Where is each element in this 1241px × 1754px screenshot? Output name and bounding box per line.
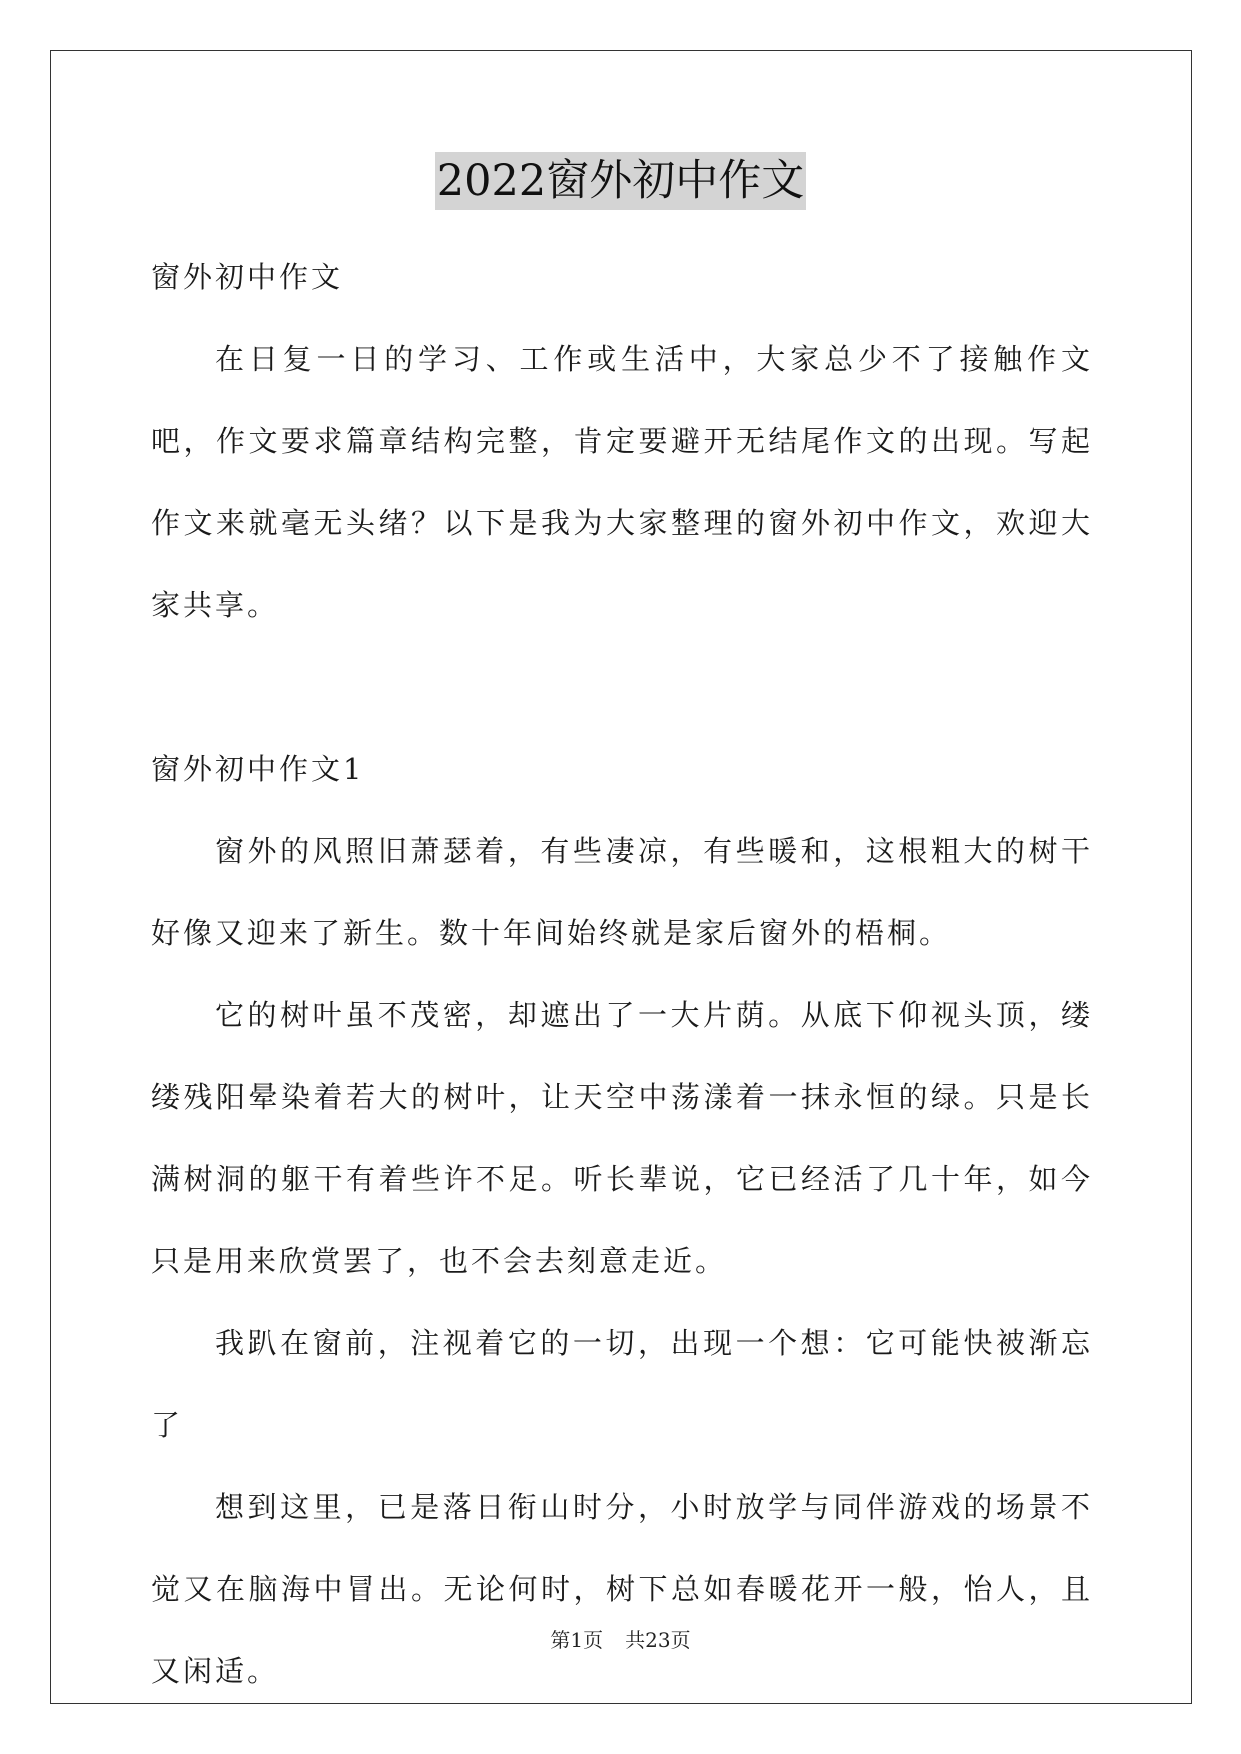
- essay-1-paragraph: 它的树叶虽不茂密，却遮出了一大片荫。从底下仰视头顶，缕缕残阳晕染着若大的树叶，让天空中荡漾着一抹永恒的绿。只是长满树洞的躯干有着些许不足。听长辈说，它已经活了几十年，如今只是用来欣赏罢了，也不会去刻意走近。: [151, 998, 1093, 1278]
- essay-1-paragraph: 窗外的风照旧萧瑟着，有些凄凉，有些暖和，这根粗大的树干好像又迎来了新生。数十年间始终就是家后窗外的梧桐。: [151, 834, 1093, 950]
- essay-1-heading: 窗外初中作文1: [151, 752, 365, 786]
- page-number: 第1页: [550, 1628, 604, 1652]
- intro-heading: 窗外初中作文: [151, 260, 344, 294]
- page-footer: [0, 1624, 1241, 1653]
- title-container: [0, 152, 1241, 210]
- essay-1-paragraph: 想到这里，已是落日衔山时分，小时放学与同伴游戏的场景不觉又在脑海中冒出。无论何时，树下总如春暖花开一般，怡人，且又闲适。: [151, 1490, 1093, 1688]
- document-title: 2022窗外初中作文: [435, 152, 806, 210]
- page-total: 共23页: [625, 1628, 691, 1652]
- intro-paragraph: 在日复一日的学习、工作或生活中，大家总少不了接触作文吧，作文要求篇章结构完整，肯定要避开无结尾作文的出现。写起作文来就毫无头绪？以下是我为大家整理的窗外初中作文，欢迎大家共享。: [151, 342, 1093, 622]
- essay-1-paragraph: 我趴在窗前，注视着它的一切，出现一个想：它可能快被渐忘了: [151, 1326, 1093, 1442]
- document-body: [151, 236, 1093, 1712]
